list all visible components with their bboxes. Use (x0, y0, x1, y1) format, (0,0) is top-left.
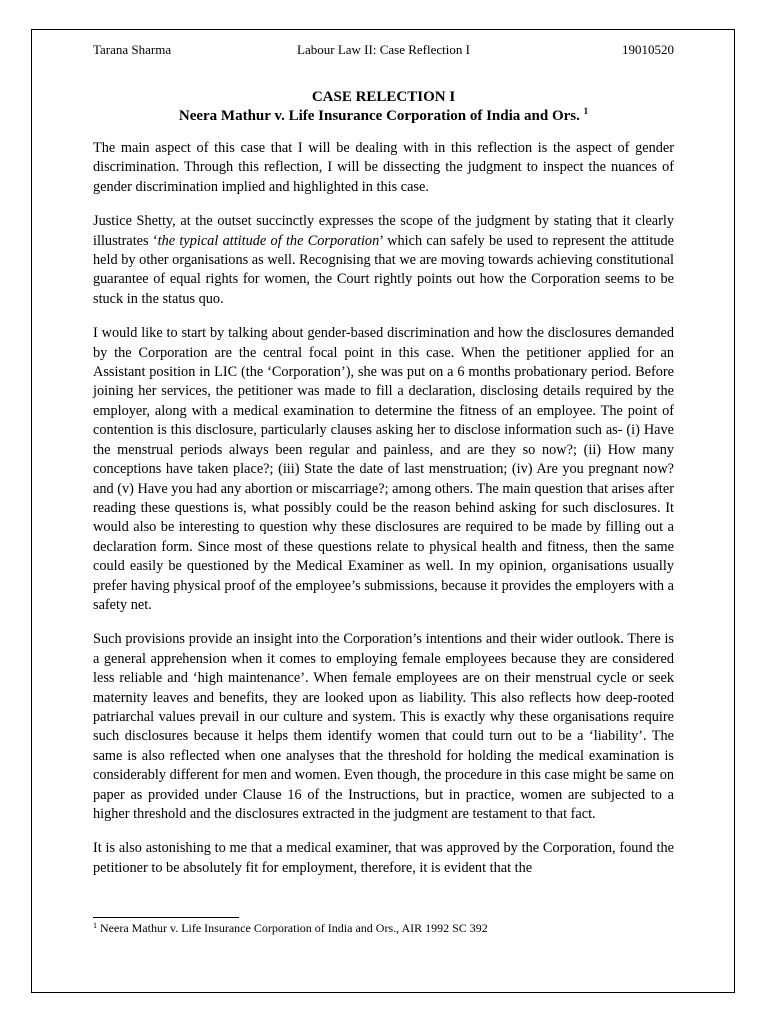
paragraph-1: The main aspect of this case that I will be dealing with in this reflection is the aspect of gender discrimination. Through this reflection, I will be dissecting the judgment to inspect the nuances of gender discrimination implied and highlighted in this case. (93, 140, 674, 195)
header-course: Labour Law II: Case Reflection I (297, 42, 470, 57)
header-author: Tarana Sharma (93, 42, 172, 57)
paragraph-2-end: ’ which can safely be used to represent the attitude held by other organisations as well. Recognising that we are moving towards achieving constitutional guarantee of equal rights for women, the Court rightly points out how the Corporation seems to be stuck in the status quo. (93, 232, 674, 307)
document-page (93, 42, 674, 878)
case-name: Neera Mathur v. Life Insurance Corporation of India and Ors. (178, 108, 580, 124)
paragraph-2-start: Justice Shetty, at the outset succinctly expresses the scope of the judgment by stating that it clearly illustrates ‘ (93, 213, 674, 249)
title-block (93, 88, 674, 126)
header-roll-number: 19010520 (622, 42, 674, 57)
case-title (93, 107, 674, 126)
document-title: CASE RELECTION I (311, 89, 456, 105)
paragraph-3: I would like to start by talking about gender-based discrimination and how the disclosures demanded by the Corporation are the central focal point in this case. When the petitioner applied for an Assistant position in LIC (the ‘Corporation’), she was put on a 6 months probationary period. Before joining her services, the petitioner was made to fill a declaration, disclosing details required by the employer, along with a medical examination to determine the fitness of an employee. The point of contention is this disclosure, particularly clauses asking her to disclose information such as- (i) Have the menstrual periods always been regular and painless, and are they so now?; (ii) How many conceptions have taken place?; (iii) State the date of last menstruation; (iv) Are you pregnant now? and (v) Have you had any abortion or miscarriage?; among others. The main question that arises after reading these questions is, what possibly could be the reason behind asking for such disclosures. It would also be interesting to question why these disclosures are required to be made by filling out a declaration form. Since most of these questions relate to physical health and fitness, then the same could easily be questioned by the Medical Examiner as well. In my opinion, organisations usually prefer having physical proof of the employee’s submissions, because it provides the employers with a safety net. (93, 325, 674, 613)
footnote-mark: 1 (93, 921, 97, 930)
paragraph-5: It is also astonishing to me that a medical examiner, that was approved by the Corporation, found the petitioner to be absolutely fit for employment, therefore, it is evident that the (93, 840, 674, 876)
footnote-text: Neera Mathur v. Life Insurance Corporation of India and Ors., AIR 1992 SC 392 (97, 921, 488, 935)
footnote-separator (93, 917, 239, 918)
footnote-reference[interactable]: 1 (583, 106, 589, 116)
paragraph-2 (93, 212, 674, 309)
page-header (93, 42, 674, 62)
paragraph-4: Such provisions provide an insight into the Corporation’s intentions and their wider outlook. There is a general apprehension when it comes to employing female employees because they are considered less reliable and ‘high maintenance’. When female employees are on their menstrual cycle or seek maternity leaves and benefits, they are looked upon as liability. This also reflects how deep-rooted patriarchal values prevail in our culture and system. This is exactly why these organisations require such disclosures because it helps them identify women that could turn out to be a ‘liability’. The same is also reflected when one analyses that the threshold for holding the medical examination is considerably different for men and women. Even though, the procedure in this case might be same on paper as provided under Clause 16 of the Instructions, but in practice, women are subjected to a higher threshold and the disclosures extracted in the judgment are testament to that fact. (93, 631, 674, 822)
footnote (93, 921, 693, 936)
paragraph-2-quote: the typical attitude of the Corporation (157, 232, 380, 249)
